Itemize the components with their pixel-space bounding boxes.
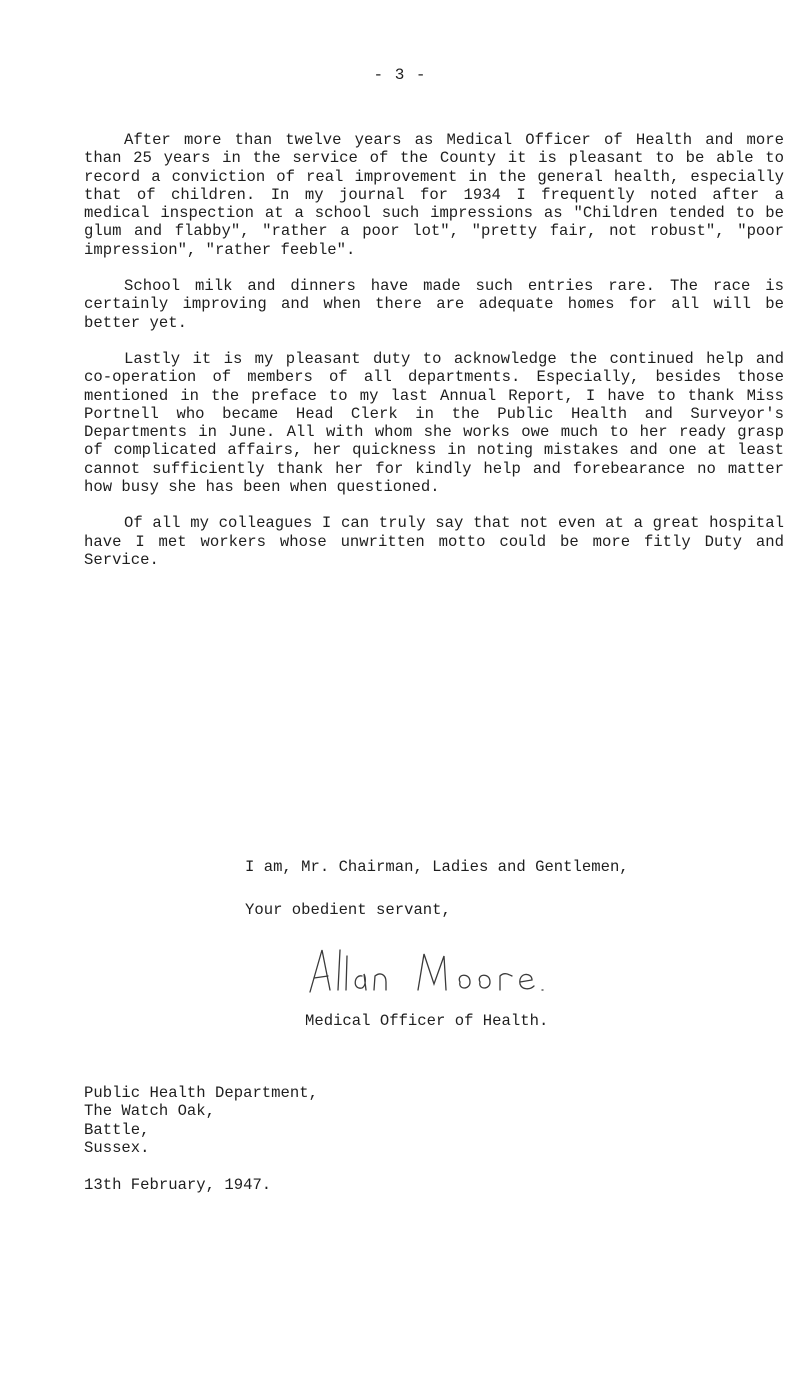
letter-body: [84, 131, 784, 587]
handwritten-signature: [300, 940, 620, 1000]
paragraph-school-milk: School milk and dinners have made such entries rare. The race is certainly improving and when there are adequate homes for all will be better yet.: [84, 277, 784, 332]
paragraph-acknowledgements: Lastly it is my pleasant duty to acknowledge the continued help and co-operation of members of all departments. Especially, besides those mentioned in the preface to my last Annual Report, I have to thank Miss Portnell who became Head Clerk in the Public Health and Surveyor's Departments in June. All with whom she works owe much to her ready grasp of complicated affairs, her quickness in noting mistakes and one at least cannot sufficiently thank her for kindly help and forebearance no matter how busy she has been when questioned.: [84, 349, 784, 497]
address-line: Battle,: [84, 1120, 150, 1139]
address-line: The Watch Oak,: [84, 1102, 216, 1121]
paragraph-colleagues: Of all my colleagues I can truly say that not even at a great hospital have I met workers whose unwritten motto could be more fitly Duty and Service.: [84, 514, 784, 569]
letter-date: 13th February, 1947.: [84, 1176, 272, 1194]
address-line: Public Health Department,: [84, 1084, 318, 1102]
paragraph-health-improvement: After more than twelve years as Medical Officer of Health and more than 25 years in the service of the County it is pleasant to be able to record a conviction of real improvement in the general health, especially that of children. In my journal for 1934 I frequently noted after a medical inspection at a school such impressions as "Children tended to be glum and flabby", "rather a poor lot", "pretty fair, not robust", "poor impression", "rather feeble".: [84, 131, 784, 259]
address-block: [84, 1084, 318, 1158]
salutation-line: I am, Mr. Chairman, Ladies and Gentlemen,: [245, 858, 629, 876]
signatory-title: Medical Officer of Health.: [305, 1012, 549, 1030]
valediction-line: Your obedient servant,: [245, 901, 451, 919]
page-number: - 3 -: [373, 66, 427, 84]
address-line: Sussex.: [84, 1139, 150, 1158]
